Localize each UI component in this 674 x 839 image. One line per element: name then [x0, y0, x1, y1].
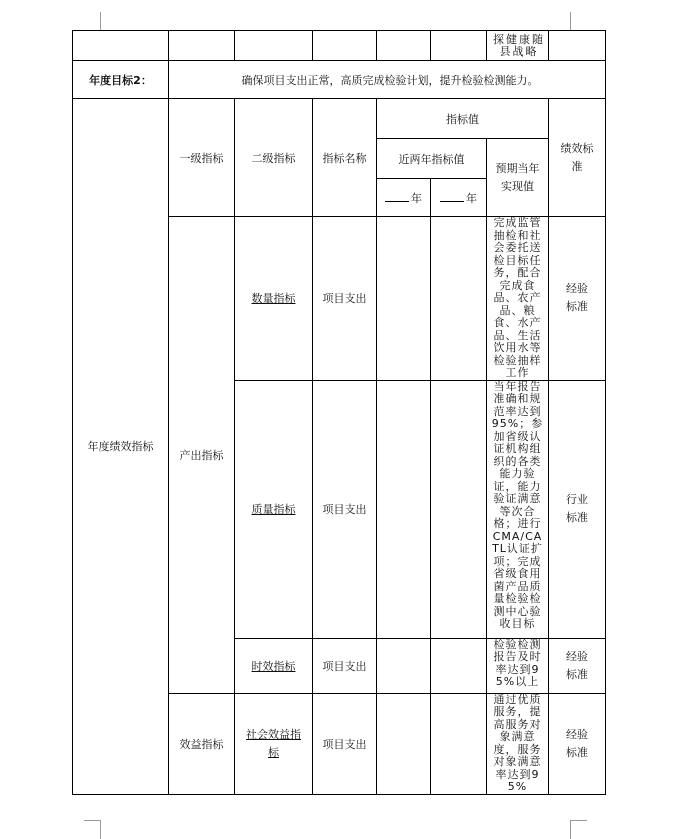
performance-standard: 经验标准	[549, 217, 606, 381]
header-expected: 预期当年实现值	[487, 139, 549, 217]
performance-standard: 经验标准	[549, 638, 606, 693]
header-recent-two-years: 近两年指标值	[377, 139, 487, 179]
indicator-name: 项目支出	[313, 217, 377, 381]
year-2: 年	[431, 179, 487, 217]
crop-mark-bottom-left	[84, 820, 101, 839]
goal-text: 确保项目支出正常，高质完成检验计划，提升检验检测能力。	[169, 61, 606, 99]
performance-standard: 经验标准	[549, 693, 606, 794]
table-row	[73, 31, 606, 61]
expected-value: 完成监管抽检和社会委托送检目标任务，配合完成食品、农产品、粮食、水产品、生活饮用水等检验抽样工作	[487, 217, 549, 381]
level2-quality: 质量指标	[235, 380, 313, 638]
performance-standard: 行业标准	[549, 380, 606, 638]
goal-row	[73, 61, 606, 99]
performance-table	[72, 30, 606, 795]
level1-benefit: 效益指标	[169, 693, 235, 794]
header-level1: 一级指标	[169, 99, 235, 217]
indicator-name: 项目支出	[313, 693, 377, 794]
goal-label: 年度目标2：	[73, 61, 169, 99]
level2-timeliness: 时效指标	[235, 638, 313, 693]
category-label: 年度绩效指标	[73, 99, 169, 795]
header-row-1	[73, 99, 606, 139]
level2-social-benefit: 社会效益指标	[235, 693, 313, 794]
year-1: 年	[377, 179, 431, 217]
header-level2: 二级指标	[235, 99, 313, 217]
indicator-name: 项目支出	[313, 380, 377, 638]
expected-value: 当年报告准确和规范率达到95%；参加省级认证机构组织的各类能力验证，能力验证满意等次合格；进行CMA/CATL认证扩项；完成省级食用菌产品质量检验检测中心验收目标	[487, 380, 549, 638]
expected-value: 通过优质服务，提高服务对象满意度，服务对象满意率达到95%	[487, 693, 549, 794]
level2-quantity: 数量指标	[235, 217, 313, 381]
header-standard: 绩效标准	[549, 99, 606, 217]
strategy-text: 探健康随县战略	[487, 31, 549, 61]
header-name: 指标名称	[313, 99, 377, 217]
expected-value: 检验检测报告及时率达到95%以上	[487, 638, 549, 693]
crop-mark-top-right	[570, 12, 587, 30]
header-indicator-value: 指标值	[377, 99, 549, 139]
indicator-name: 项目支出	[313, 638, 377, 693]
level1-output: 产出指标	[169, 217, 235, 694]
crop-mark-bottom-right	[570, 820, 587, 839]
crop-mark-top-left	[84, 12, 101, 30]
